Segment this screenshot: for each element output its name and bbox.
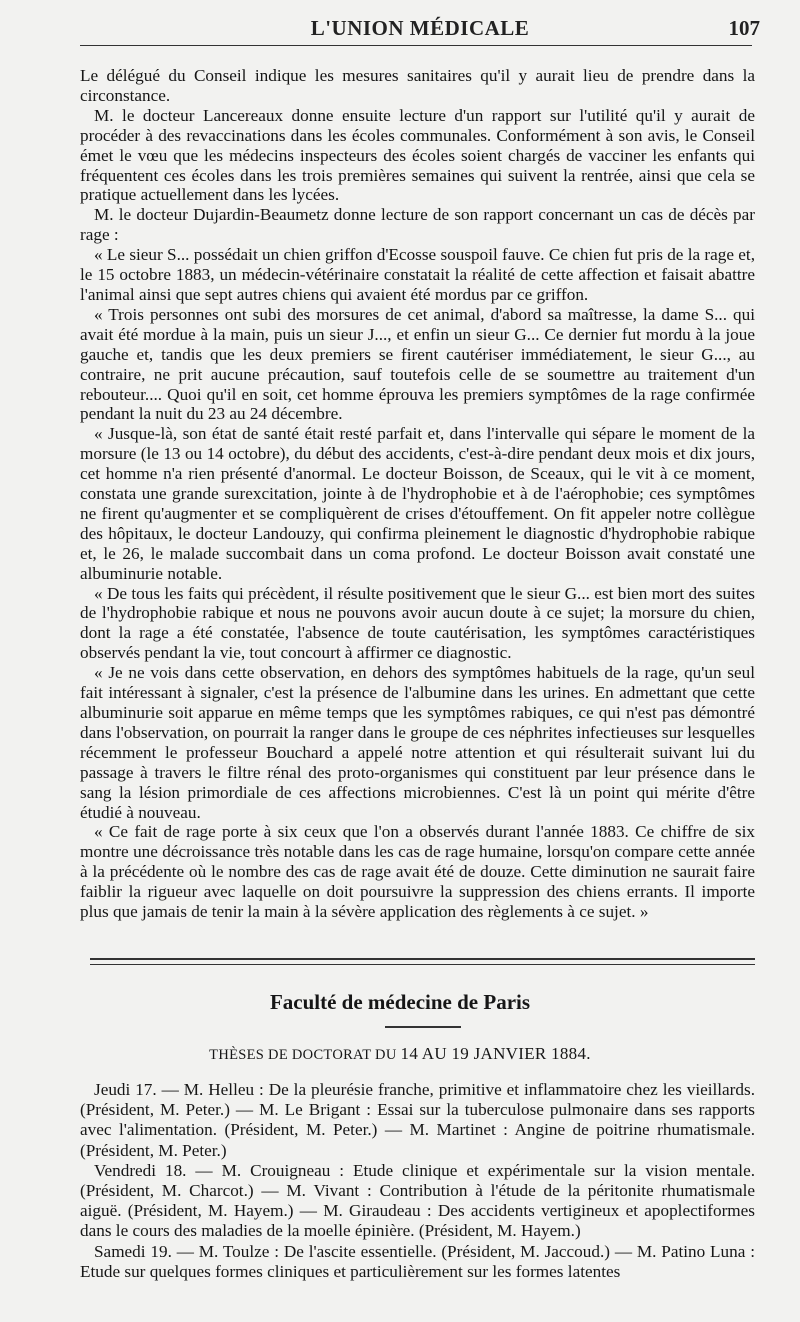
- subsection-title: [0, 1044, 800, 1064]
- page-header: [80, 14, 760, 44]
- paragraph: « Je ne vois dans cette observation, en dehors des symptômes habituels de la rage, qu'un seul fait intéressant à signaler, c'est la présence de l'albumine dans les urines. En admettant que cette albuminurie soit apparue en même temps que les symptômes rabiques, ce qui n'est pas démontré dans l'observation, on pourrait la ranger dans le groupe de ces néphrites infectieuses sur lesquelles récemment le professeur Bouchard a appelé notre attention et qui résulterait suivant lui du passage à travers le filtre rénal des proto-organismes qui constituent par leur présence dans le sang la lésion primordiale de ces affections microbiennes. C'est là un point qui mérite d'être étudié à nouveau.: [80, 663, 755, 822]
- subsection-dates: 14 AU 19 JANVIER 1884.: [400, 1044, 591, 1063]
- subsection-prefix: THÈSES DE DOCTORAT DU: [209, 1047, 397, 1063]
- paragraph: M. le docteur Lancereaux donne ensuite lecture d'un rapport sur l'utilité qu'il y aurait de procéder à des revaccinations dans les écoles communales. Conformément à son avis, le Conseil émet le vœu que les médecins inspecteurs des écoles soient chargés de vacciner les enfants qui fréquentent ces écoles dans les trois premières semaines qui suivent la rentrée, ainsi que cela se pratique actuellement dans les lycées.: [80, 105, 755, 205]
- article-body: [80, 66, 755, 922]
- paragraph: « Jusque-là, son état de santé était resté parfait et, dans l'intervalle qui sépare le moment de la morsure (le 13 ou 14 octobre), du début des accidents, c'est-à-dire pendant deux mois et dix jours, cet homme n'a rien présenté d'anormal. Le docteur Boisson, de Sceaux, qui le vit à ce moment, constata une grande surexcitation, jointe à de l'hydrophobie et à de l'aérophobie; ces symptômes ne firent qu'augmenter et se compliquèrent de crises d'étouffement. On fit appeler notre collègue des hôpitaux, le docteur Landouzy, qui confirma pleinement le diagnostic d'hydrophobie rabique et, le 26, le malade succombait dans un coma profond. Le docteur Boisson avait constaté une albuminurie notable.: [80, 424, 755, 583]
- theses-list: [80, 1080, 755, 1282]
- section-separator: [90, 958, 755, 965]
- section-title: Faculté de médecine de Paris: [269, 990, 531, 1014]
- running-title: L'UNION MÉDICALE: [310, 16, 530, 40]
- paragraph: « Ce fait de rage porte à six ceux que l'on a observés durant l'année 1883. Ce chiffre de six montre une décroissance très notable dans les cas de rage humaine, lorsqu'on compare cette année à la précédente où le nombre des cas de rage avait été de douze. Cette diminution ne saurait faire faiblir la rigueur avec laquelle on doit poursuivre la suppression des chiens errants. Il importe plus que jamais de tenir la main à la sévère application des règlements à ce sujet. »: [80, 822, 755, 922]
- paragraph: Le délégué du Conseil indique les mesures sanitaires qu'il y aurait lieu de prendre dans la circonstance.: [80, 66, 755, 105]
- paragraph: « Le sieur S... possédait un chien griffon d'Ecosse souspoil fauve. Ce chien fut pris de la rage et, le 15 octobre 1883, un médecin-vétérinaire constatait la réalité de cette affection et faisait abattre l'animal ainsi que sept autres chiens qui avaient été mordus par ce griffon.: [80, 245, 755, 304]
- page-number: 107: [728, 16, 760, 40]
- paragraph: « De tous les faits qui précèdent, il résulte positivement que le sieur G... est bien mort des suites de l'hydrophobie rabique et nous ne pouvons avoir aucun doute à ce sujet; la morsure du chien, dont la rage a été constatée, l'absence de toute cautérisation, les symptômes caractéristiques observés pendant la vie, tout concourt à affirmer ce diagnostic.: [80, 583, 755, 663]
- theses-entry: Vendredi 18. — M. Crouigneau : Etude clinique et expérimentale sur la vision mentale. (Président, M. Charcot.) — M. Vivant : Contribution à l'étude de la péritonite rhumatismale aiguë. (Président, M. Hayem.) — M. Giraudeau : Des accidents vertigineux et apoplectiformes dans le cours des maladies de la moelle épinière. (Président, M. Hayem.): [80, 1160, 755, 1241]
- paragraph: « Trois personnes ont subi des morsures de cet animal, d'abord sa maîtresse, la dame S... qui avait été mordue à la main, puis un sieur J..., et enfin un sieur G... Ce dernier fut mordu à la joue gauche et, tandis que les deux premiers se firent cautériser immédiatement, le sieur G..., au contraire, ne prit aucune précaution, sauf toutefois celle de se soumettre au traitement d'un rebouteur.... Quoi qu'il en soit, cet homme éprouva les premiers symptômes de la rage confirmée pendant la nuit du 23 au 24 décembre.: [80, 304, 755, 424]
- paragraph: M. le docteur Dujardin-Beaumetz donne lecture de son rapport concernant un cas de décès par rage :: [80, 205, 755, 245]
- header-rule: [80, 45, 752, 46]
- theses-entry: Jeudi 17. — M. Helleu : De la pleurésie franche, primitive et inflammatoire chez les vieillards. (Président, M. Peter.) — M. Le Brigant : Essai sur la tuberculose pulmonaire dans ses rapports avec l'alimentation. (Président, M. Peter.) — M. Martinet : Angine de poitrine rhumatismale. (Président, M. Peter.): [80, 1080, 755, 1160]
- theses-entry: Samedi 19. — M. Toulze : De l'ascite essentielle. (Président, M. Jaccoud.) — M. Patino Luna : Etude sur quelques formes cliniques et particulièrement sur les formes latentes: [80, 1241, 755, 1281]
- section-title-rule: [385, 1026, 461, 1028]
